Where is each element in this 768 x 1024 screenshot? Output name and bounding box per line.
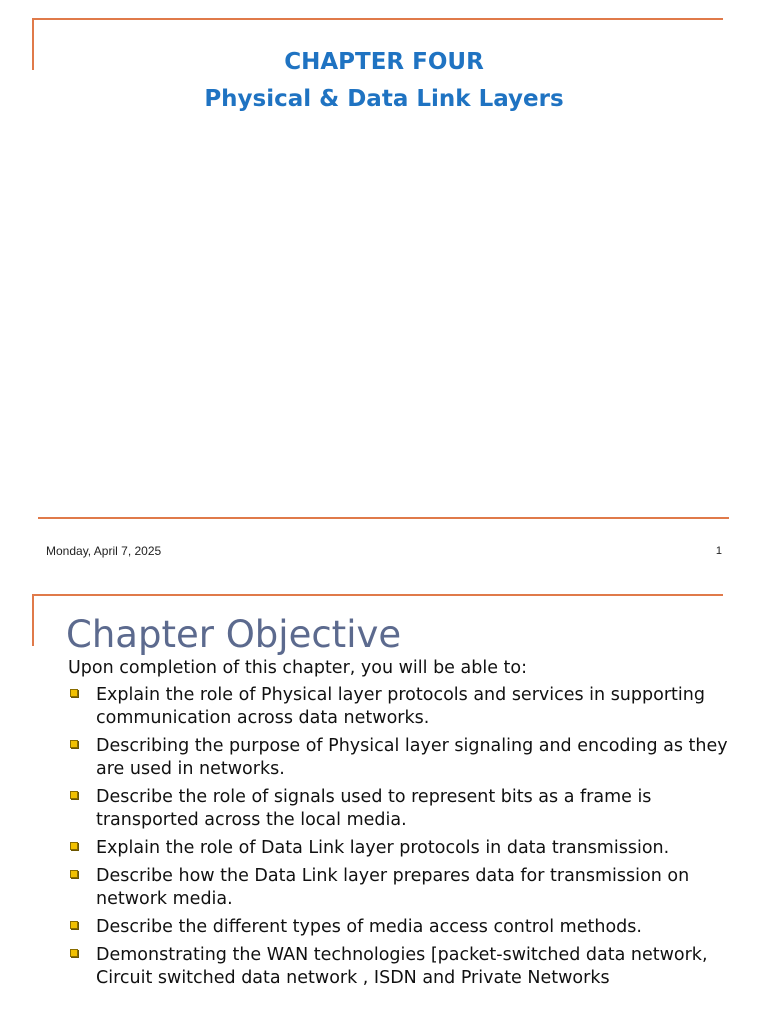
square-bullet-icon bbox=[70, 842, 78, 850]
chapter-title: Physical & Data Link Layers bbox=[204, 86, 564, 112]
objective-list bbox=[68, 684, 758, 995]
square-bullet-icon bbox=[70, 791, 78, 799]
list-item: Describe how the Data Link layer prepares data for transmission on network media. bbox=[68, 865, 758, 911]
page-number: 1 bbox=[715, 545, 722, 557]
list-item: Explain the role of Physical layer protocols and services in supporting communication across data networks. bbox=[68, 684, 758, 730]
square-bullet-icon bbox=[70, 949, 78, 957]
list-item: Explain the role of Data Link layer protocols in data transmission. bbox=[68, 837, 758, 860]
slide2-left-rule bbox=[32, 594, 34, 646]
square-bullet-icon bbox=[70, 689, 78, 697]
square-bullet-icon bbox=[70, 870, 78, 878]
footer-date: Monday, April 7, 2025 bbox=[46, 544, 162, 558]
slide1-top-rule bbox=[32, 18, 723, 20]
list-item: Describe the role of signals used to represent bits as a frame is transported across the local media. bbox=[68, 786, 758, 832]
square-bullet-icon bbox=[70, 921, 78, 929]
slide2-intro: Upon completion of this chapter, you will be able to: bbox=[68, 658, 527, 678]
list-item: Demonstrating the WAN technologies [packet-switched data network, Circuit switched data network , ISDN and Private Networks bbox=[68, 944, 758, 990]
list-item: Describe the different types of media access control methods. bbox=[68, 916, 758, 939]
slide1-title bbox=[0, 44, 768, 118]
slide1-bottom-rule bbox=[38, 517, 729, 519]
list-item: Describing the purpose of Physical layer signaling and encoding as they are used in networks. bbox=[68, 735, 758, 781]
chapter-number: CHAPTER FOUR bbox=[284, 49, 484, 75]
square-bullet-icon bbox=[70, 740, 78, 748]
slide2-heading: Chapter Objective bbox=[66, 613, 402, 656]
slide2-top-rule bbox=[32, 594, 723, 596]
